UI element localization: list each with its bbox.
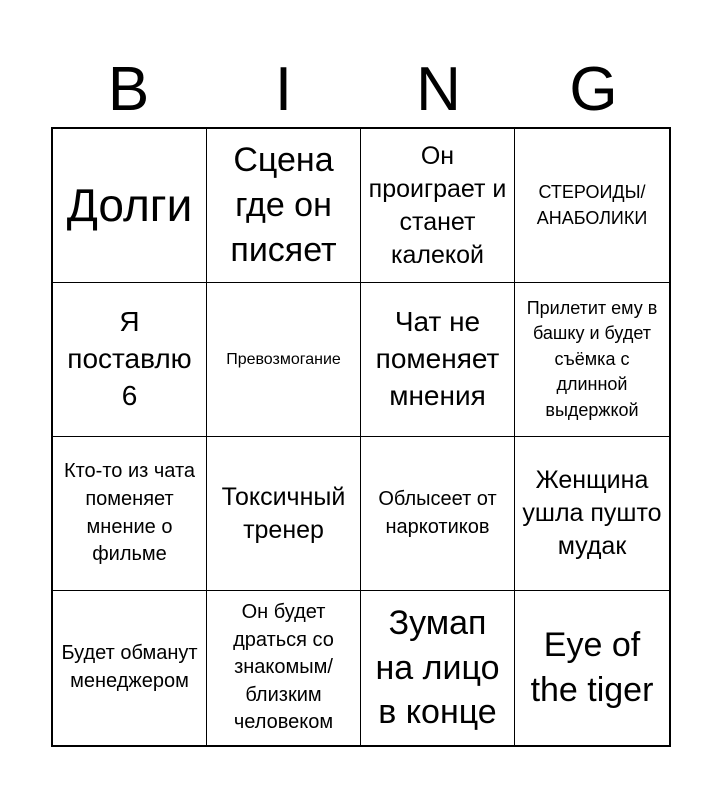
- header-letter-b: B: [107, 55, 150, 124]
- bingo-cell-r2-c3[interactable]: Чат не поменяет мнения: [361, 283, 515, 437]
- header-letter-g: G: [569, 55, 618, 124]
- bingo-cell-r2-c1[interactable]: Я поставлю 6: [53, 283, 207, 437]
- bingo-cell-r4-c1[interactable]: Будет обманут менеджером: [53, 591, 207, 745]
- header-letter-n: N: [416, 55, 461, 124]
- bingo-cell-r2-c2[interactable]: Превозмогание: [207, 283, 361, 437]
- bingo-board: [51, 127, 671, 747]
- bingo-header: [51, 50, 671, 128]
- header-letter-i: I: [274, 55, 293, 124]
- bingo-cell-r3-c2[interactable]: Токсичный тренер: [207, 437, 361, 591]
- bingo-cell-r3-c1[interactable]: Кто-то из чата поменяет мнение о фильме: [53, 437, 207, 591]
- bingo-cell-r1-c4[interactable]: СТЕРОИДЫ/АНАБОЛИКИ: [515, 129, 669, 283]
- bingo-cell-r1-c1[interactable]: Долги: [53, 129, 207, 283]
- bingo-cell-r1-c3[interactable]: Он проиграет и станет калекой: [361, 129, 515, 283]
- bingo-cell-r3-c3[interactable]: Облысеет от наркотиков: [361, 437, 515, 591]
- bingo-cell-r3-c4[interactable]: Женщина ушла пушто мудак: [515, 437, 669, 591]
- bingo-cell-r2-c4[interactable]: Прилетит ему в башку и будет съёмка с длинной выдержкой: [515, 283, 669, 437]
- bingo-cell-r4-c2[interactable]: Он будет драться со знакомым/близким человеком: [207, 591, 361, 745]
- bingo-cell-r1-c2[interactable]: Сцена где он писяет: [207, 129, 361, 283]
- bingo-cell-r4-c4[interactable]: Eye of the tiger: [530, 626, 654, 709]
- bingo-cell-r4-c3[interactable]: Зумап на лицо в конце: [361, 591, 515, 745]
